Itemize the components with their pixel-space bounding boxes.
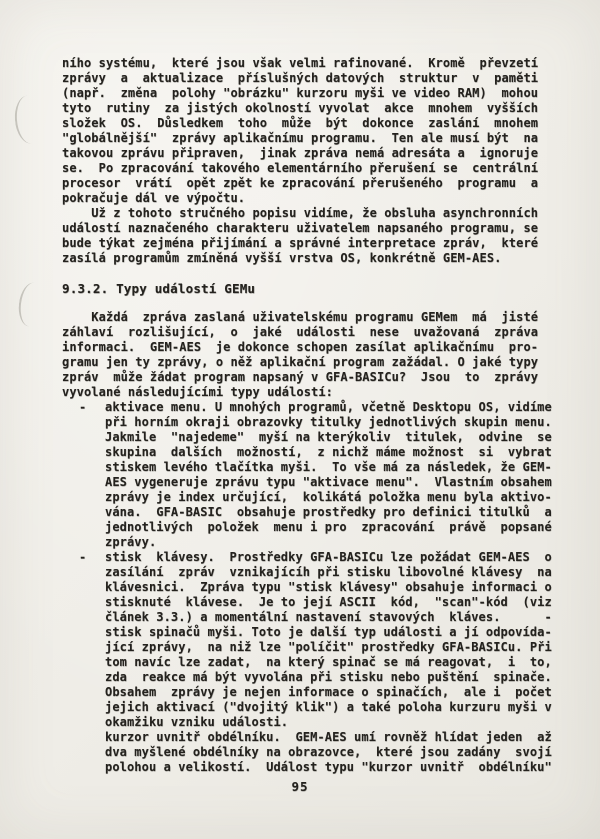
text-line: zprávy je index určující, kolikátá položka menu byla aktivo- bbox=[105, 490, 552, 504]
text-line: událostí naznačeného charakteru uživatelem napsaného programu, se bbox=[62, 221, 539, 235]
bullet-item-stisk-klavesy bbox=[62, 550, 552, 625]
text-line: stisk spinačů myši. Toto je další typ události a jí odpovída- bbox=[105, 625, 552, 639]
text-line: gramu jen ty zprávy, o něž aplikační program zažádal. O jaké typy bbox=[62, 355, 539, 369]
text-line: Obsahem zprávy je nejen informace o spinačích, ale i počet bbox=[105, 685, 552, 699]
text-line: skupina dalších možností, z nichž máme možnost si vybrat bbox=[105, 445, 552, 459]
text-line: jednotlivých položek menu i pro zpracování právě popsané bbox=[105, 520, 552, 534]
text-line: tom navíc lze zadat, na který spinač se má reagovat, i to, bbox=[105, 655, 552, 669]
bullet-text bbox=[105, 730, 552, 775]
text-line: Jakmile "najedeme" myší na kterýkoliv titulek, odvine se bbox=[105, 430, 552, 444]
bullet-item-kurzor-uvnitr-obdelniku bbox=[62, 730, 552, 775]
bullet-text bbox=[105, 550, 552, 625]
text-line: záhlaví rozlišující, o jaké události nese uvažovaná zpráva bbox=[62, 325, 539, 339]
page-number: 95 bbox=[291, 779, 309, 794]
text-line: Už z tohoto stručného popisu vidíme, že obsluha asynchronních bbox=[62, 206, 539, 220]
bullet-dash: - bbox=[79, 550, 87, 564]
text-line: zasílá programům zmíněná vyšší vrstva OS, konkrétně GEM-AES. bbox=[62, 251, 502, 265]
text-line: tyto rutiny za jistých okolností vyvolat akce mnohem vyšších bbox=[62, 101, 539, 115]
text-line: zda reakce má být vyvolána při stisku nebo puštění spinače. bbox=[105, 670, 552, 684]
bullet-dash bbox=[62, 730, 105, 775]
bullet-text bbox=[105, 400, 552, 550]
paragraph-continuation bbox=[62, 56, 548, 206]
text-line: "globálnější" zprávy aplikačnímu programu. Ten ale musí být na bbox=[62, 131, 539, 145]
bullet-text bbox=[105, 625, 552, 730]
text-line: se. Po zpracování takového elementárního přerušení se centrální bbox=[62, 161, 539, 175]
text-line: zprávy a aktualizace příslušných datových struktur v paměti bbox=[62, 71, 539, 85]
text-line: zpráv může žádat program napsaný v GFA-BASICu? Jsou to zprávy bbox=[62, 370, 539, 384]
bullet-dash: - bbox=[79, 400, 87, 414]
pencil-annotation-mark bbox=[16, 281, 36, 327]
text-line: zprávy. bbox=[105, 535, 157, 549]
text-line: stisknuté klávese. Je to její ASCII kód, "scan"-kód (viz bbox=[105, 595, 552, 609]
text-line: ního systému, které jsou však velmi rafinované. Kromě převzetí bbox=[62, 56, 539, 70]
section-heading: 9.3.2. Typy událostí GEMu bbox=[62, 281, 256, 296]
text-line: zasílání zpráv vznikajícíh při stisku libovolné klávesy na bbox=[105, 565, 552, 579]
text-line: okamžiku vzniku události. bbox=[105, 715, 289, 729]
text-line: (např. změna polohy "obrázku" kurzoru myši ve video RAM) mohou bbox=[62, 86, 539, 100]
text-line: takovou zprávu připraven, jinak zpráva nemá adresáta a ignoruje bbox=[62, 146, 539, 160]
text-line: pokračuje dál ve výpočtu. bbox=[62, 191, 246, 205]
text-line: AES vygeneruje zprávu typu "aktivace menu". Vlastním obsahem bbox=[105, 475, 552, 489]
text-line: jejich aktivací ("dvojitý klik") a také poloha kurzuru myši v bbox=[105, 700, 552, 714]
text-line: dva myšlené obdélníky na obrazovce, které jsou zadány svojí bbox=[105, 745, 552, 759]
text-line: informaci. GEM-AES je dokonce schopen zasílat aplikačnímu pro- bbox=[62, 340, 539, 354]
text-line: klávesnici. Zpráva typu "stisk klávesy" obsahuje informaci o bbox=[105, 580, 552, 594]
text-line: jící zprávy, na niž lze "políčit" prostředky GFA-BASICu. Při bbox=[105, 640, 552, 654]
text-line: polohou a velikostí. Událost typu "kurzor uvnitř obdélníku" bbox=[105, 760, 552, 774]
bullet-item-stisk-spinacu-mysi bbox=[62, 625, 552, 730]
text-line: stisk klávesy. Prostředky GFA-BASICu lze požádat GEM-AES o bbox=[105, 550, 552, 564]
bullet-dash bbox=[62, 625, 105, 730]
text-line: vána. GFA-BASIC obsahuje prostředky pro definici titulků a bbox=[105, 505, 552, 519]
text-line: kurzor uvnitř obdélníku. GEM-AES umí rovněž hlídat jeden až bbox=[105, 730, 552, 744]
text-line: při horním okraji obrazovky titulky jednotlivých skupin menu. bbox=[105, 415, 552, 429]
text-line: článek 3.3.) a momentální nastavení stavových kláves. - bbox=[105, 610, 552, 624]
text-line: Každá zpráva zaslaná uživatelskému programu GEMem má jisté bbox=[62, 310, 539, 324]
text-line: bude týkat zejména přijímání a správné interpretace zpráv, které bbox=[62, 236, 539, 250]
text-line: aktivace menu. U mnohých programů, včetně Desktopu OS, vidíme bbox=[105, 400, 552, 414]
text-line: složek OS. Důsledkem toho může být dokonce zaslání mnohem bbox=[62, 116, 539, 130]
text-line: procesor vrátí opět zpět ke zpracování přerušeného programu a bbox=[62, 176, 539, 190]
paragraph-intro bbox=[62, 310, 548, 400]
bullet-item-aktivace-menu bbox=[62, 400, 552, 550]
pencil-annotation-mark bbox=[13, 95, 34, 144]
text-line: stiskem levého tlačítka myši. To vše má za následek, že GEM- bbox=[105, 460, 552, 474]
page-body-text bbox=[62, 56, 552, 775]
text-line: vyvolané následujícími typy událostí: bbox=[62, 385, 334, 399]
paragraph-summary bbox=[62, 206, 548, 266]
